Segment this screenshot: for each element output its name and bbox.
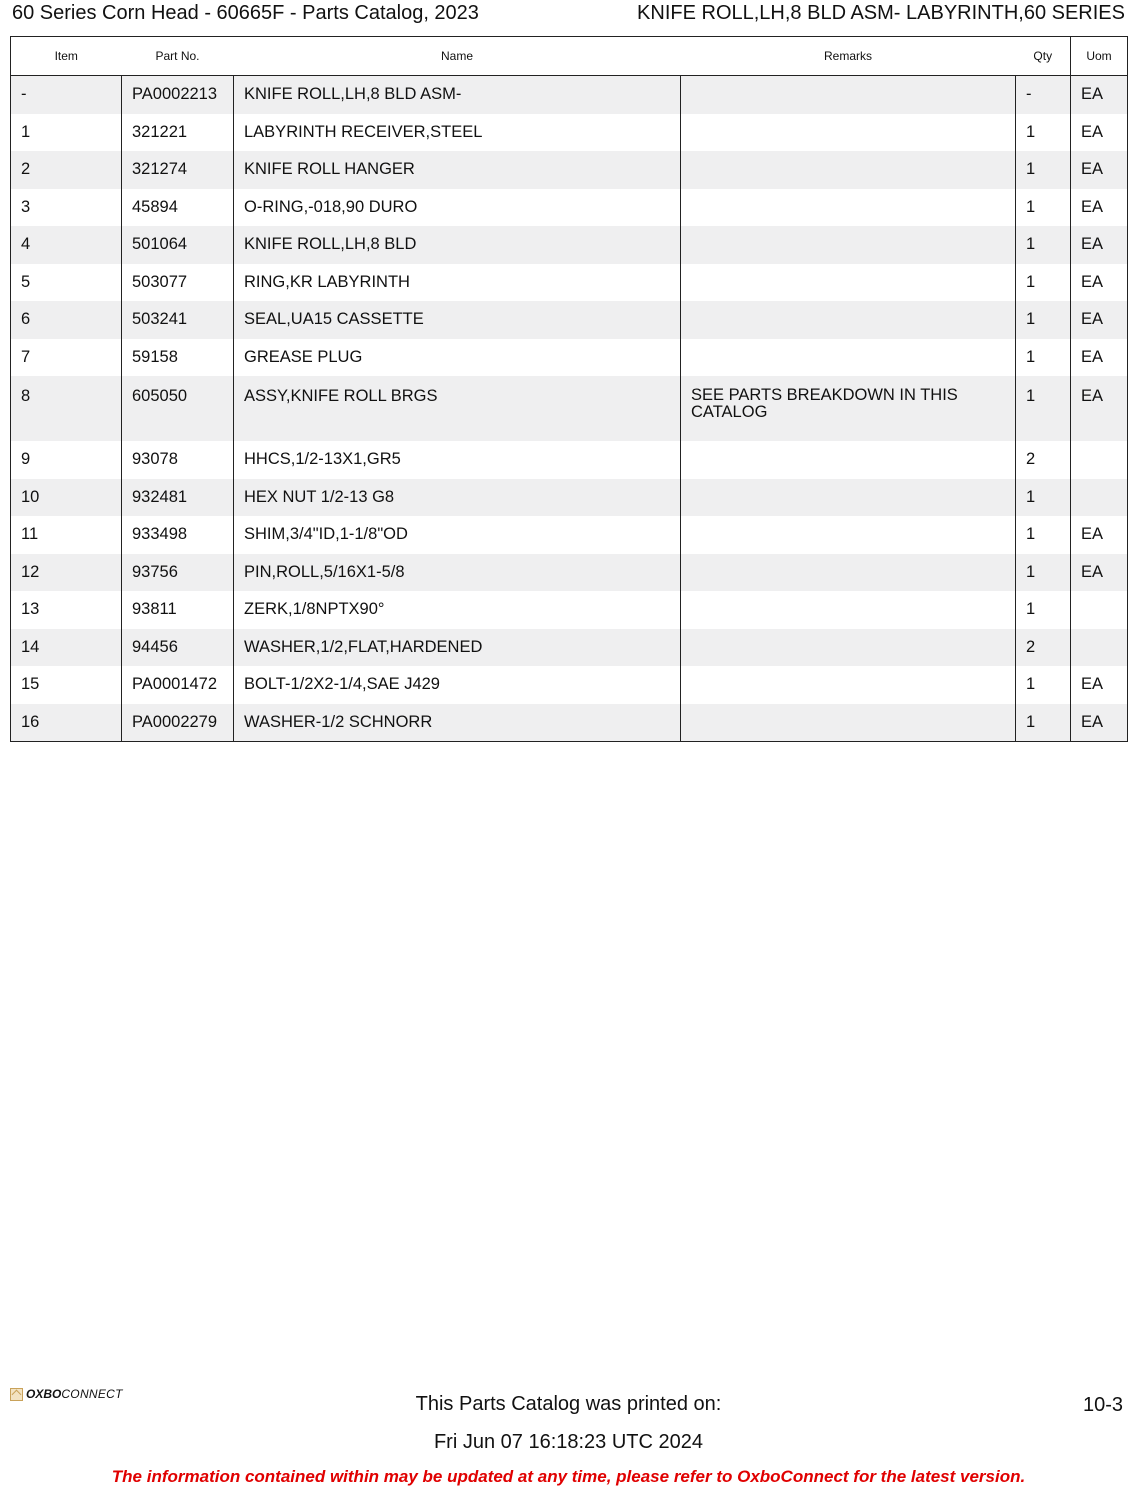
table-row	[11, 264, 1128, 302]
cell-part-no: 93756	[122, 554, 234, 592]
cell-qty: 1	[1016, 189, 1071, 227]
cell-part-no: 605050	[122, 376, 234, 441]
cell-item: 3	[11, 189, 122, 227]
cell-uom	[1071, 591, 1128, 629]
cell-name: PIN,ROLL,5/16X1-5/8	[234, 554, 681, 592]
table-row	[11, 376, 1128, 441]
cell-remarks	[681, 114, 1016, 152]
cell-qty: 1	[1016, 264, 1071, 302]
cell-uom: EA	[1071, 151, 1128, 189]
cell-name: LABYRINTH RECEIVER,STEEL	[234, 114, 681, 152]
cell-name: KNIFE ROLL,LH,8 BLD ASM-	[234, 76, 681, 114]
column-header-name: Name	[234, 37, 681, 76]
table-row	[11, 591, 1128, 629]
logo-text-bold: OXBO	[26, 1387, 62, 1401]
cell-uom: EA	[1071, 339, 1128, 377]
cell-qty: 1	[1016, 666, 1071, 704]
table-row	[11, 441, 1128, 479]
cell-uom: EA	[1071, 704, 1128, 742]
cell-remarks	[681, 226, 1016, 264]
cell-qty: 2	[1016, 629, 1071, 667]
cell-remarks	[681, 629, 1016, 667]
cell-name: O-RING,-018,90 DURO	[234, 189, 681, 227]
cell-item: 10	[11, 479, 122, 517]
catalog-title: 60 Series Corn Head - 60665F - Parts Catalog, 2023	[12, 2, 479, 24]
cell-remarks	[681, 516, 1016, 554]
cell-part-no: PA0002213	[122, 76, 234, 114]
printed-label: This Parts Catalog was printed on:	[415, 1393, 722, 1415]
cell-part-no: 94456	[122, 629, 234, 667]
cell-remarks	[681, 264, 1016, 302]
table-row	[11, 226, 1128, 264]
cell-name: SHIM,3/4"ID,1-1/8"OD	[234, 516, 681, 554]
cell-item: 4	[11, 226, 122, 264]
cell-item: 5	[11, 264, 122, 302]
table-row	[11, 516, 1128, 554]
cell-remarks	[681, 339, 1016, 377]
cell-uom: EA	[1071, 76, 1128, 114]
column-header-item: Item	[11, 37, 122, 76]
cell-name: WASHER,1/2,FLAT,HARDENED	[234, 629, 681, 667]
assembly-title: KNIFE ROLL,LH,8 BLD ASM- LABYRINTH,60 SERIES	[637, 2, 1125, 24]
table-row	[11, 554, 1128, 592]
table-row	[11, 704, 1128, 742]
table-row	[11, 339, 1128, 377]
table-row	[11, 666, 1128, 704]
cell-uom: EA	[1071, 264, 1128, 302]
cell-uom: EA	[1071, 516, 1128, 554]
cell-part-no: 45894	[122, 189, 234, 227]
parts-table-body	[11, 76, 1128, 742]
cell-uom	[1071, 441, 1128, 479]
cell-uom	[1071, 629, 1128, 667]
cell-remarks	[681, 441, 1016, 479]
cell-item: 16	[11, 704, 122, 742]
cell-name: ZERK,1/8NPTX90°	[234, 591, 681, 629]
cell-uom: EA	[1071, 554, 1128, 592]
cell-remarks	[681, 666, 1016, 704]
cell-item: 8	[11, 376, 122, 441]
cell-name: GREASE PLUG	[234, 339, 681, 377]
cell-part-no: 932481	[122, 479, 234, 517]
cell-remarks	[681, 76, 1016, 114]
cell-uom: EA	[1071, 226, 1128, 264]
cell-part-no: PA0001472	[122, 666, 234, 704]
cell-item: 12	[11, 554, 122, 592]
column-header-qty: Qty	[1016, 37, 1071, 76]
cell-part-no: 503241	[122, 301, 234, 339]
cell-part-no: 933498	[122, 516, 234, 554]
cell-remarks: SEE PARTS BREAKDOWN IN THIS CATALOG	[681, 376, 1016, 441]
cell-uom: EA	[1071, 301, 1128, 339]
cell-remarks	[681, 554, 1016, 592]
cell-part-no: PA0002279	[122, 704, 234, 742]
cell-remarks	[681, 151, 1016, 189]
table-row	[11, 76, 1128, 114]
cell-name: SEAL,UA15 CASSETTE	[234, 301, 681, 339]
cell-qty: 1	[1016, 376, 1071, 441]
column-header-remarks: Remarks	[681, 37, 1016, 76]
column-header-uom: Uom	[1071, 37, 1128, 76]
cell-qty: 1	[1016, 151, 1071, 189]
table-row	[11, 629, 1128, 667]
cell-part-no: 59158	[122, 339, 234, 377]
cell-item: -	[11, 76, 122, 114]
cell-name: ASSY,KNIFE ROLL BRGS	[234, 376, 681, 441]
cell-name: WASHER-1/2 SCHNORR	[234, 704, 681, 742]
cell-item: 6	[11, 301, 122, 339]
table-row	[11, 114, 1128, 152]
cell-item: 2	[11, 151, 122, 189]
cell-remarks	[681, 704, 1016, 742]
table-header-row	[11, 37, 1128, 76]
cell-uom: EA	[1071, 189, 1128, 227]
table-row	[11, 301, 1128, 339]
cell-part-no: 501064	[122, 226, 234, 264]
cell-qty: 1	[1016, 704, 1071, 742]
cell-name: HEX NUT 1/2-13 G8	[234, 479, 681, 517]
cell-part-no: 321221	[122, 114, 234, 152]
cell-item: 14	[11, 629, 122, 667]
table-row	[11, 189, 1128, 227]
cell-part-no: 93078	[122, 441, 234, 479]
cell-uom: EA	[1071, 666, 1128, 704]
cell-qty: -	[1016, 76, 1071, 114]
cell-item: 13	[11, 591, 122, 629]
cell-name: BOLT-1/2X2-1/4,SAE J429	[234, 666, 681, 704]
cell-qty: 1	[1016, 479, 1071, 517]
cell-qty: 1	[1016, 591, 1071, 629]
cell-item: 7	[11, 339, 122, 377]
cell-qty: 1	[1016, 301, 1071, 339]
cell-uom: EA	[1071, 114, 1128, 152]
cell-uom	[1071, 479, 1128, 517]
cell-part-no: 93811	[122, 591, 234, 629]
cell-qty: 1	[1016, 114, 1071, 152]
cell-remarks	[681, 189, 1016, 227]
cell-qty: 1	[1016, 226, 1071, 264]
cell-remarks	[681, 301, 1016, 339]
column-header-part-no: Part No.	[122, 37, 234, 76]
logo-text-light: CONNECT	[61, 1387, 123, 1401]
cell-name: HHCS,1/2-13X1,GR5	[234, 441, 681, 479]
cell-remarks	[681, 479, 1016, 517]
page-number: 10-3	[1082, 1394, 1123, 1416]
printed-date: Fri Jun 07 16:18:23 UTC 2024	[433, 1431, 704, 1453]
cell-qty: 2	[1016, 441, 1071, 479]
cell-name: KNIFE ROLL,LH,8 BLD	[234, 226, 681, 264]
cell-name: RING,KR LABYRINTH	[234, 264, 681, 302]
cell-item: 11	[11, 516, 122, 554]
cell-name: KNIFE ROLL HANGER	[234, 151, 681, 189]
cell-qty: 1	[1016, 554, 1071, 592]
table-row	[11, 151, 1128, 189]
cell-item: 1	[11, 114, 122, 152]
cell-part-no: 321274	[122, 151, 234, 189]
cell-item: 9	[11, 441, 122, 479]
cell-uom: EA	[1071, 376, 1128, 441]
table-row	[11, 479, 1128, 517]
cell-qty: 1	[1016, 516, 1071, 554]
cell-remarks	[681, 591, 1016, 629]
parts-table	[10, 36, 1128, 742]
cell-qty: 1	[1016, 339, 1071, 377]
cell-item: 15	[11, 666, 122, 704]
cell-part-no: 503077	[122, 264, 234, 302]
disclaimer-text: The information contained within may be updated at any time, please refer to OxboConnect for the latest version.	[111, 1467, 1026, 1486]
